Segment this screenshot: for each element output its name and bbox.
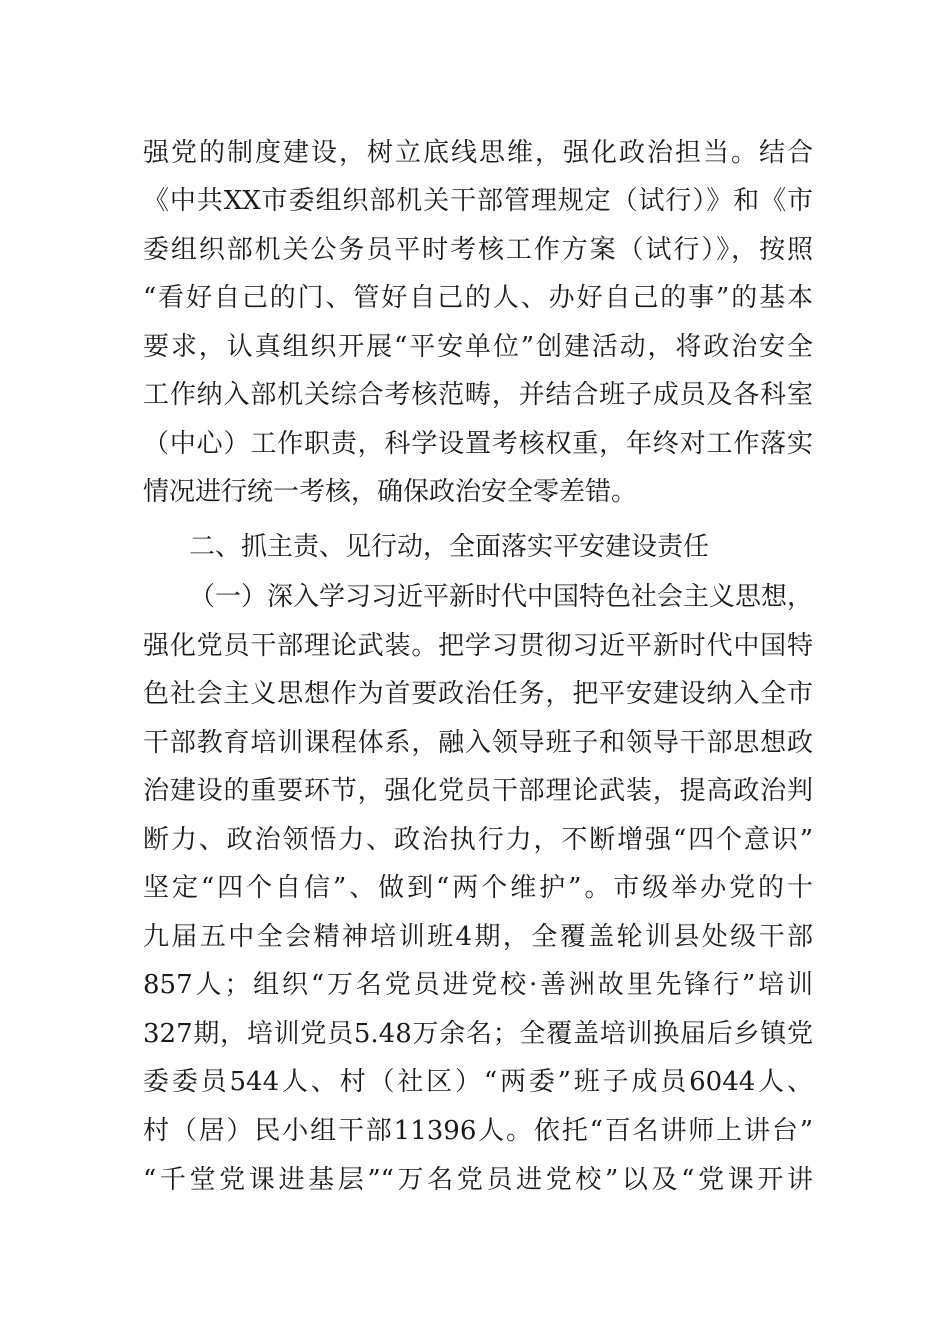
body-line: 强党的制度建设，树立底线思维，强化政治担当。结合 (143, 138, 813, 168)
body-line: 断力、政治领悟力、政治执行力，不断增强“四个意识” (143, 825, 813, 855)
body-line: 治建设的重要环节，强化党员干部理论武装，提高政治判 (143, 776, 813, 806)
body-line: “千堂党课进基层”“万名党员进党校”以及“党课开讲 (143, 1165, 813, 1195)
body-line: （中心）工作职责，科学设置考核权重，年终对工作落实 (143, 429, 813, 459)
body-line: 工作纳入部机关综合考核范畴，并结合班子成员及各科室 (143, 380, 813, 410)
body-line: 强化党员干部理论武装。把学习贯彻习近平新时代中国特 (143, 631, 813, 661)
paragraph-last-line: 情况进行统一考核，确保政治安全零差错。 (143, 477, 638, 507)
body-line: 九届五中全会精神培训班4期，全覆盖轮训县处级干部 (143, 922, 813, 952)
body-line: 委组织部机关公务员平时考核工作方案（试行）》，按照 (143, 235, 813, 265)
body-line: 干部教育培训课程体系，融入领导班子和领导干部思想政 (143, 728, 813, 758)
body-line: 村（居）民小组干部11396人。依托“百名讲师上讲台” (143, 1116, 813, 1146)
body-line: 要求，认真组织开展“平安单位”创建活动，将政治安全 (143, 332, 813, 362)
body-line: 色社会主义思想作为首要政治任务，把平安建设纳入全市 (143, 679, 813, 709)
body-line: 327期，培训党员5.48万余名；全覆盖培训换届后乡镇党 (143, 1019, 813, 1049)
body-line: 委委员544人、村（社区）“两委”班子成员6044人、 (143, 1067, 813, 1097)
section-heading: 二、抓主责、见行动，全面落实平安建设责任 (189, 532, 710, 562)
body-line: 坚定“四个自信”、做到“两个维护”。市级举办党的十 (143, 873, 813, 903)
body-line: 《中共XX市委组织部机关干部管理规定（试行）》和《市 (143, 186, 813, 216)
body-line: 857人；组织“万名党员进党校·善洲故里先锋行”培训 (143, 970, 813, 1000)
body-line: “看好自己的门、管好自己的人、办好自己的事”的基本 (143, 283, 813, 313)
subsection-heading-line: （一）深入学习习近平新时代中国特色社会主义思想， (189, 582, 814, 612)
